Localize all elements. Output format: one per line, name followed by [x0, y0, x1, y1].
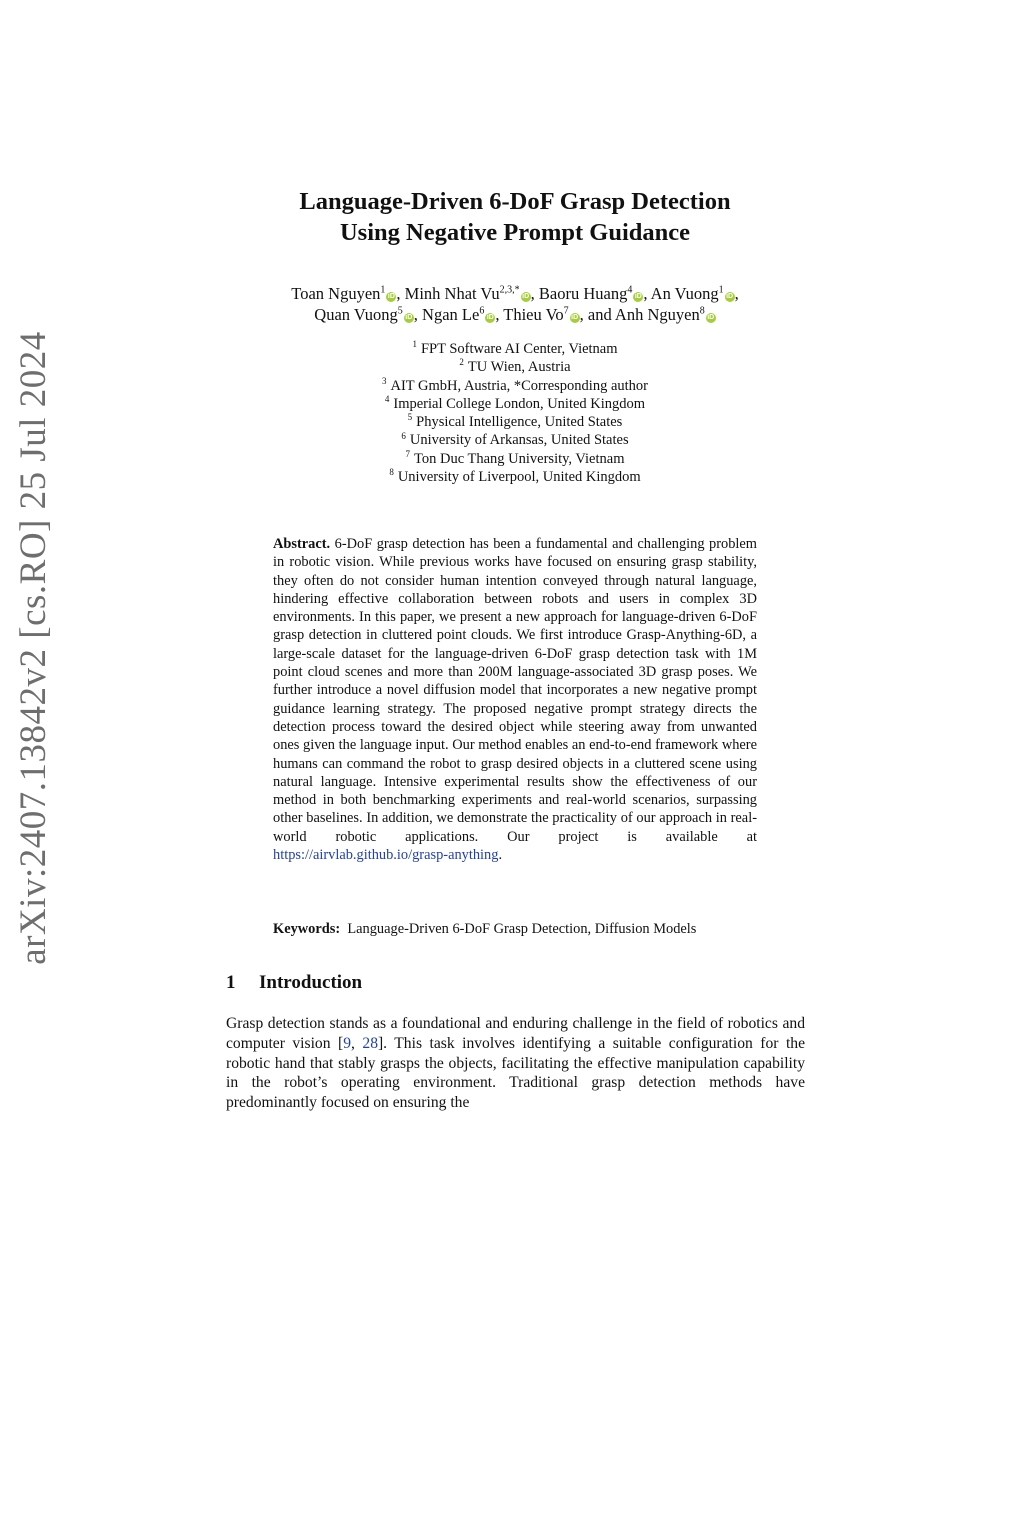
affiliation-list	[200, 340, 830, 486]
affiliation-text: University of Arkansas, United States	[409, 432, 629, 449]
affiliation-sup: 5	[407, 412, 413, 423]
orcid-icon[interactable]: iD	[486, 314, 494, 321]
arxiv-stamp-container	[12, 331, 83, 1518]
affiliation-text: TU Wien, Austria	[467, 359, 571, 376]
author-affil-sup: 4	[627, 284, 633, 296]
author-name: Minh Nhat Vu	[404, 284, 500, 303]
affiliation	[200, 340, 830, 358]
affiliation	[200, 358, 830, 376]
title-line-2: Using Negative Prompt Guidance	[339, 219, 691, 246]
affiliation-text: Physical Intelligence, United States	[416, 414, 623, 431]
intro-text: ]. This task involves identifying a suitable configuration for the robotic hand that stably grasps the objects, facilitating the effective manipulation capability in the robot’s operating environment. Traditional grasp detection methods have predominantly focused on ensuring the	[226, 1034, 805, 1112]
author-affil-sup: 6	[479, 305, 485, 317]
keywords-text: Language-Driven 6-DoF Grasp Detection, Diffusion Models	[347, 921, 697, 937]
affiliation-sup: 3	[382, 375, 387, 386]
orcid-icon[interactable]: iD	[726, 293, 734, 300]
author-name: Baoru Huang	[538, 284, 628, 303]
affiliation	[200, 377, 830, 395]
section-heading	[226, 972, 362, 994]
author-affil-sup: 1	[380, 284, 386, 296]
affiliation-text: Imperial College London, United Kingdom	[393, 395, 646, 412]
author-affil-sup: 7	[563, 305, 569, 317]
author-name: An Vuong	[650, 284, 719, 303]
author-name: Ngan Le	[422, 305, 480, 324]
abstract-end: .	[498, 847, 503, 864]
paper-title	[200, 186, 830, 248]
author-line-1: Toan Nguyen$^1$iD, Minh Nhat $Vu^{2,3,*}iD$, Baoru Huang$^4$iD, An Vuong$^1$iD,	[291, 284, 739, 303]
orcid-icon[interactable]: iD	[387, 293, 395, 300]
author-line-2: Quan Vuong$^5$iD, Ngan Le$^6$iD, Thieu Vo$^7$iD, and Anh Nguyen$^8$iD	[314, 305, 715, 324]
citation-link[interactable]: 9	[343, 1034, 351, 1052]
orcid-icon[interactable]: iD	[634, 293, 642, 300]
keywords-label: Keywords:	[273, 921, 341, 937]
orcid-icon[interactable]: iD	[522, 293, 530, 300]
title-line-1: Language-Driven 6-DoF Grasp Detection	[299, 188, 731, 215]
affiliation-text: FPT Software AI Center, Vietnam	[420, 341, 618, 357]
intro-paragraph	[226, 1014, 805, 1113]
author-name: Thieu Vo	[503, 305, 564, 324]
affiliation-sup: 1	[412, 339, 417, 350]
abstract-text: 6-DoF grasp detection has been a fundamental and challenging problem in robotic vision. While previous works have focused on ensuring grasp stability, they often do not consider human intention conveyed through natural language, hindering effective collaboration between robots and users in complex 3D environments. In this paper, we present a new approach for language-driven 6-DoF grasp detection in cluttered point clouds. We first introduce Grasp-Anything-6D, a large-scale dataset for the language-driven 6-DoF grasp detection task with 1M point cloud scenes and more than 200M language-associated 3D grasp poses. We further introduce a novel diffusion model that incorporates a new negative prompt guidance learning strategy. The proposed negative prompt strategy directs the detection process toward the desired object while steering away from unwanted ones given the language input. Our method enables an end-to-end framework where humans can command the robot to grasp desired objects in a cluttered scene using natural language. Intensive experimental results show the effectiveness of our method in both benchmarking experiments and real-world scenarios, surpassing other baselines. In addition, we demonstrate the practicality of our approach in real-world robotic applications. Our project is available at	[273, 536, 757, 845]
affiliation	[200, 413, 830, 431]
author-name: Quan Vuong	[314, 305, 398, 324]
affiliation-sup: 8	[389, 467, 394, 478]
affiliation	[200, 395, 830, 413]
author-name: Anh Nguyen	[614, 305, 700, 324]
affiliation-sup: 4	[384, 394, 390, 405]
intro-text: Grasp detection stands as a foundational and enduring challenge in the field of robotics and computer vision [	[226, 1015, 805, 1052]
author-list	[200, 283, 830, 325]
affiliation-sup: 6	[401, 430, 406, 441]
author-affil-sup: 1	[718, 284, 724, 296]
affiliation-text: AIT GmbH, Austria, *Corresponding author	[390, 377, 648, 394]
abstract	[273, 535, 757, 864]
affiliation	[200, 431, 830, 449]
author-affil-sup: 5	[397, 305, 403, 317]
orcid-icon[interactable]: iD	[571, 314, 579, 321]
citation-link[interactable]: 28	[362, 1034, 378, 1052]
citation-separator: ,	[351, 1034, 363, 1052]
project-link[interactable]: https://airvlab.github.io/grasp-anything	[273, 847, 499, 864]
abstract-label: Abstract.	[273, 536, 331, 552]
author-conjunction: and	[587, 305, 612, 324]
affiliation	[200, 468, 830, 486]
author-affil-sup: 8	[699, 305, 705, 317]
arxiv-identifier-stamp: arXiv:2407.13842v2 [cs.RO] 25 Jul 2024	[12, 331, 54, 965]
affiliation	[200, 450, 830, 468]
section-number: 1	[226, 972, 236, 993]
affiliation-text: University of Liverpool, United Kingdom	[397, 469, 641, 486]
author-name: Toan Nguyen	[291, 284, 381, 303]
section-title: Introduction	[259, 972, 363, 993]
orcid-icon[interactable]: iD	[707, 314, 715, 321]
author-affil-sup: 2,3,*	[499, 284, 520, 296]
affiliation-sup: 2	[459, 357, 464, 368]
affiliation-text: Ton Duc Thang University, Vietnam	[414, 450, 625, 467]
orcid-icon[interactable]: iD	[405, 314, 413, 321]
affiliation-sup: 7	[405, 448, 410, 459]
keywords	[273, 920, 773, 938]
